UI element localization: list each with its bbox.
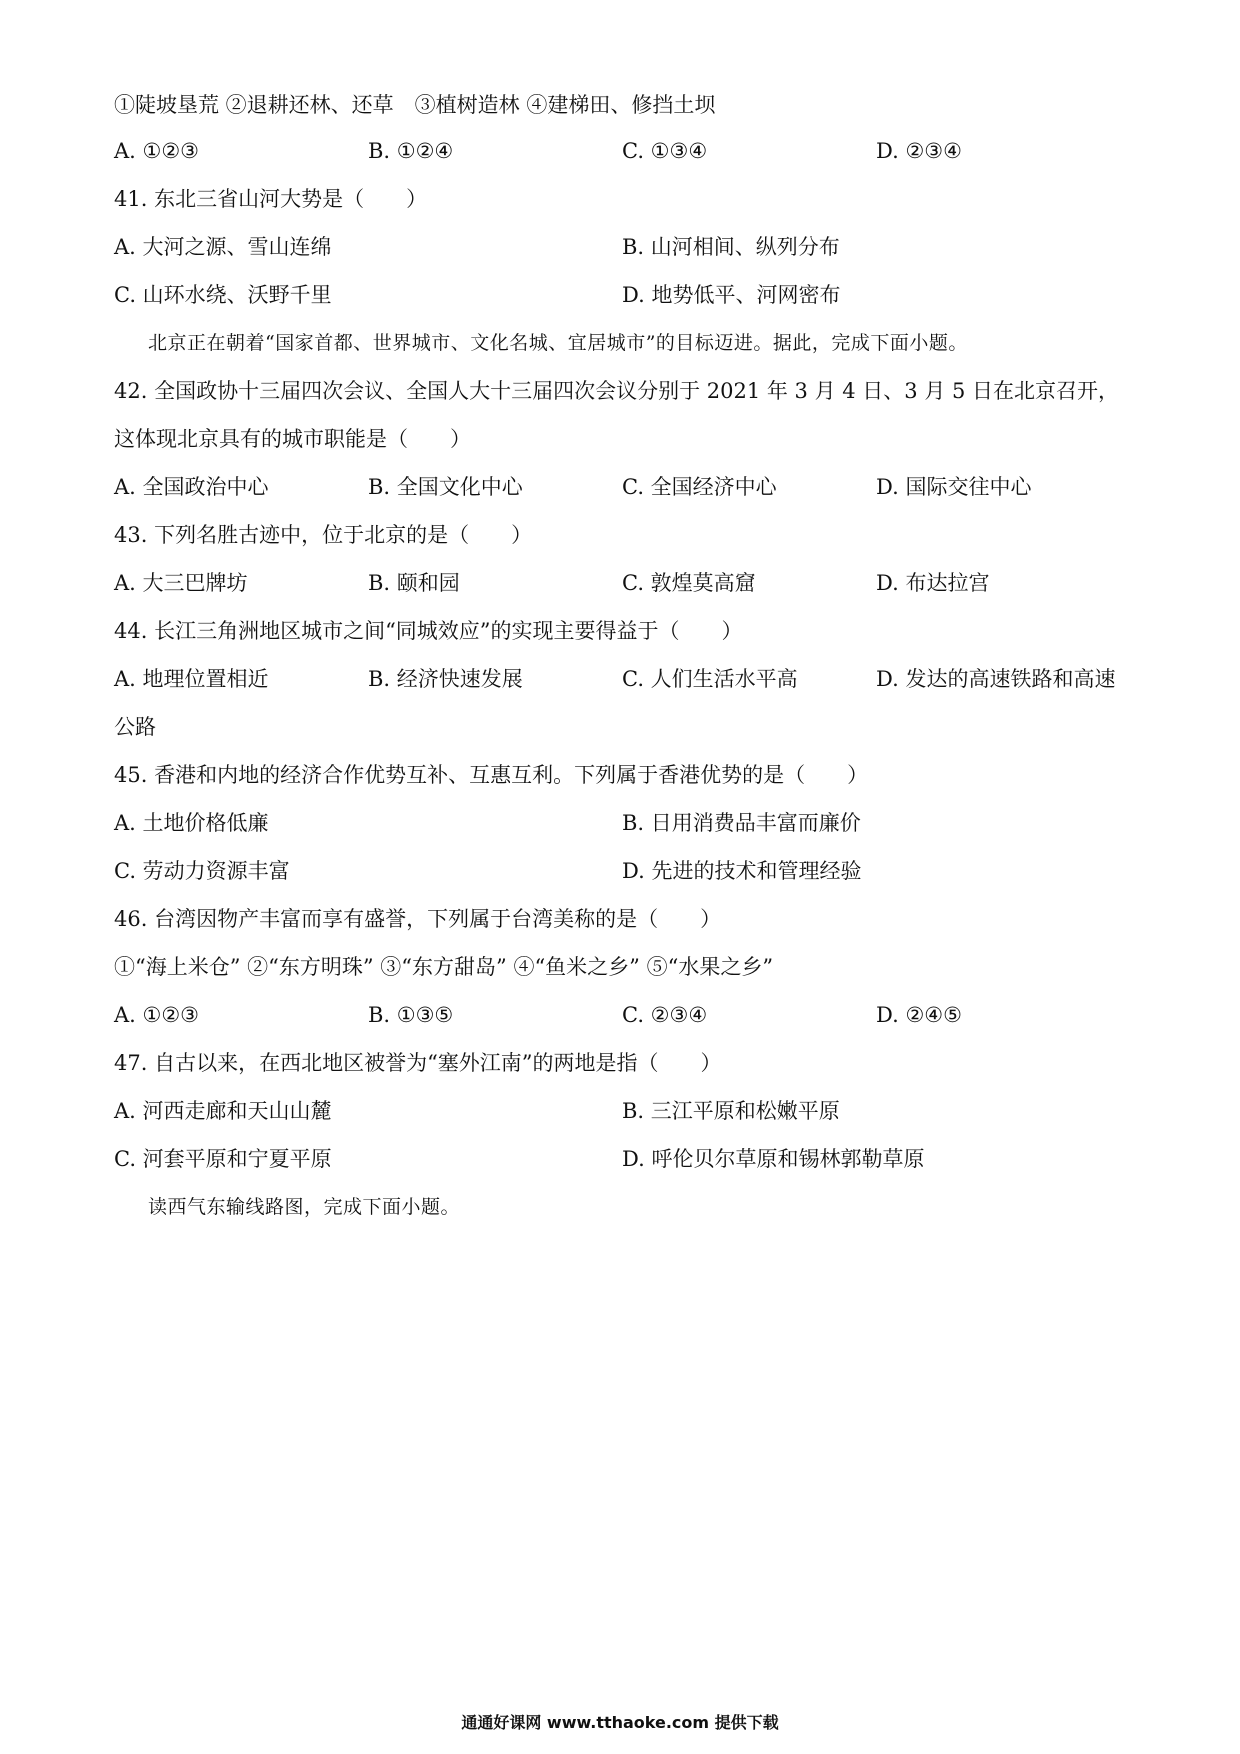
option-a: A. ①②③ [114, 139, 199, 163]
option-c: C. 山环水绕、沃野千里 [114, 283, 332, 307]
option-c: C. 全国经济中心 [622, 475, 777, 499]
q47-stem: 47. 自古以来，在西北地区被誉为“塞外江南”的两地是指（ ） [114, 1051, 722, 1075]
q46-stem: 46. 台湾因物产丰富而享有盛誉，下列属于台湾美称的是（ ） [114, 907, 722, 931]
option-b: B. 经济快速发展 [368, 667, 523, 691]
q46-items: ①“海上米仓” ②“东方明珠” ③“东方甜岛” ④“鱼米之乡” ⑤“水果之乡” [114, 955, 774, 979]
option-d: D. 先进的技术和管理经验 [622, 859, 862, 883]
option-a: A. 大三巴牌坊 [114, 571, 248, 595]
option-d: D. 地势低平、河网密布 [622, 283, 841, 307]
option-d: D. 发达的高速铁路和高速 [876, 667, 1116, 691]
option-b: B. 三江平原和松嫩平原 [622, 1099, 840, 1123]
option-b: B. 全国文化中心 [368, 475, 523, 499]
option-b: B. 日用消费品丰富而廉价 [622, 811, 861, 835]
q42-stem-line2: 这体现北京具有的城市职能是（ ） [114, 427, 471, 451]
option-a: A. 大河之源、雪山连绵 [114, 235, 332, 259]
option-d: D. ②④⑤ [876, 1003, 962, 1027]
option-a: A. 地理位置相近 [114, 667, 269, 691]
option-d: D. 布达拉宫 [876, 571, 990, 595]
option-c: C. 人们生活水平高 [622, 667, 798, 691]
footer-watermark: 通通好课网 www.tthaoke.com 提供下载 [461, 1713, 779, 1732]
option-d: D. 国际交往中心 [876, 475, 1032, 499]
q41-stem: 41. 东北三省山河大势是（ ） [114, 187, 428, 211]
option-c: C. 敦煌莫高窟 [622, 571, 756, 595]
intro-beijing: 北京正在朝着“国家首都、世界城市、文化名城、宜居城市”的目标迈进。据此，完成下面小题。 [148, 332, 968, 354]
q44-stem: 44. 长江三角洲地区城市之间“同城效应”的实现主要得益于（ ） [114, 619, 743, 643]
option-c: C. 劳动力资源丰富 [114, 859, 290, 883]
q44-option-d-wrap: 公路 [114, 715, 156, 739]
option-b: B. ①③⑤ [368, 1003, 454, 1027]
q45-stem: 45. 香港和内地的经济合作优势互补、互惠互利。下列属于香港优势的是（ ） [114, 763, 869, 787]
option-a: A. 河西走廊和天山山麓 [114, 1099, 332, 1123]
option-d: D. ②③④ [876, 139, 962, 163]
q43-stem: 43. 下列名胜古迹中，位于北京的是（ ） [114, 523, 533, 547]
option-c: C. ①③④ [622, 139, 708, 163]
option-a: A. 全国政治中心 [114, 475, 269, 499]
option-c: C. 河套平原和宁夏平原 [114, 1147, 332, 1171]
option-b: B. 颐和园 [368, 571, 460, 595]
option-a: A. 土地价格低廉 [114, 811, 269, 835]
option-d: D. 呼伦贝尔草原和锡林郭勒草原 [622, 1147, 925, 1171]
option-c: C. ②③④ [622, 1003, 708, 1027]
top-items: ①陡坡垦荒 ②退耕还林、还草 ③植树造林 ④建梯田、修挡土坝 [114, 93, 716, 117]
q42-stem-line1: 42. 全国政协十三届四次会议、全国人大十三届四次会议分别于 2021 年 3 月 4 日、3 月 5 日在北京召开， [114, 379, 1120, 403]
option-b: B. ①②④ [368, 139, 454, 163]
option-b: B. 山河相间、纵列分布 [622, 235, 840, 259]
option-a: A. ①②③ [114, 1003, 199, 1027]
intro-gas-pipeline: 读西气东输线路图，完成下面小题。 [148, 1196, 461, 1218]
